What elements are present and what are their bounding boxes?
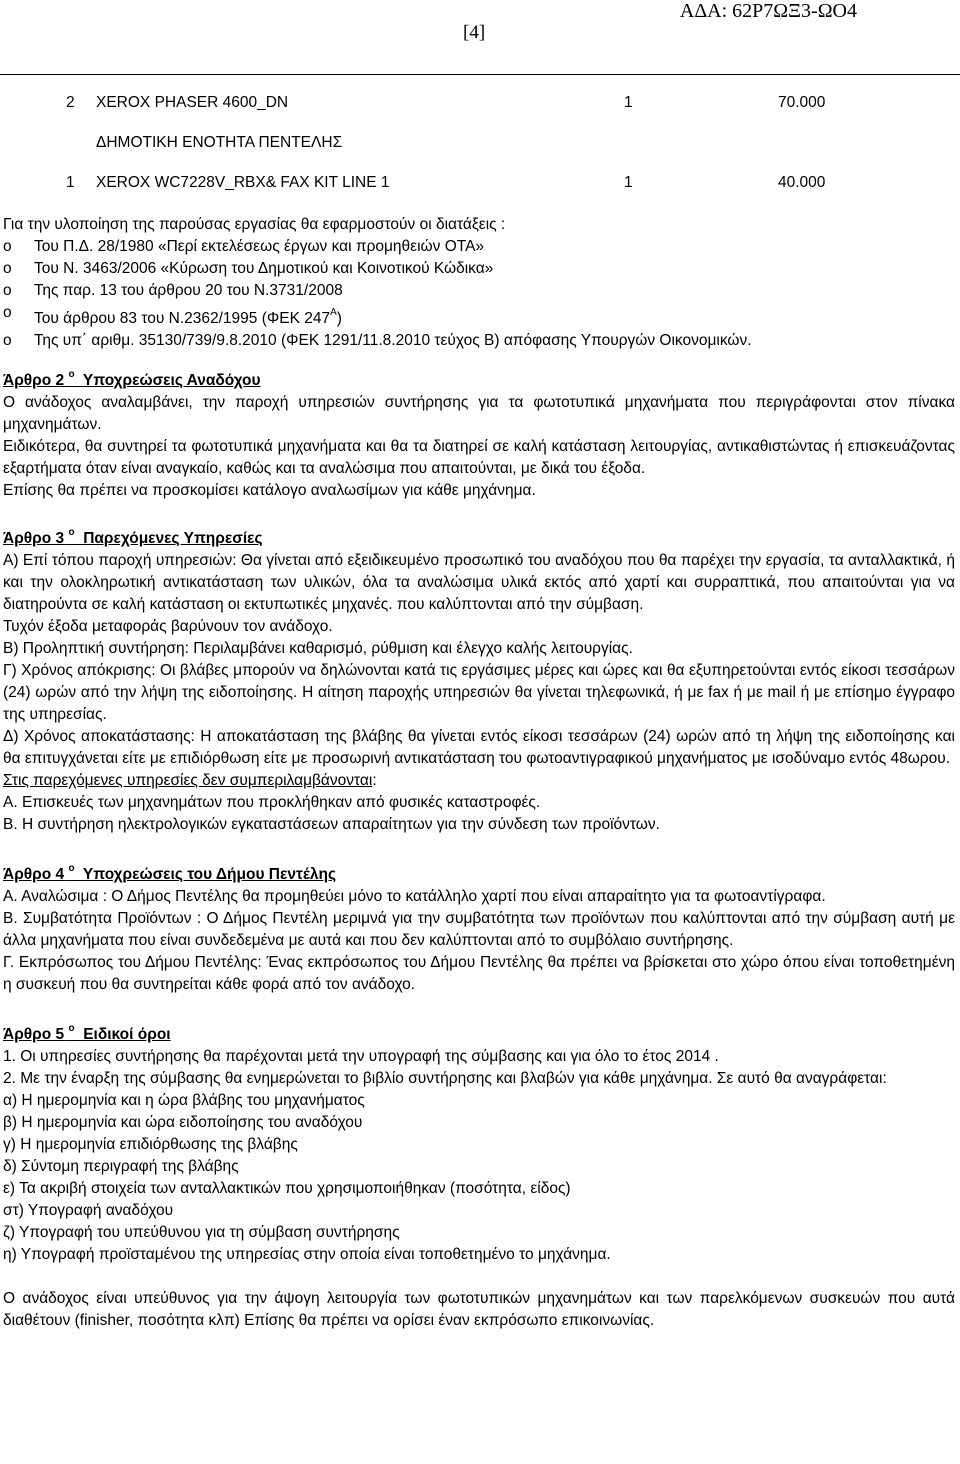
article-ordinal: ο: [68, 369, 75, 380]
exclusions-heading-text: Στις παρεχόμενες υπηρεσίες δεν συμπεριλαμβάνονται: [3, 772, 373, 789]
list-item: [3, 258, 955, 280]
paragraph: Β. Η συντήρηση ηλεκτρολογικών εγκαταστάσεων απαραίτητων για την σύνδεση των προϊόντων.: [3, 816, 660, 833]
paragraph: Β) Προληπτική συντήρηση: Περιλαμβάνει καθαρισμό, ρύθμιση και έλεγχο καλής λειτουργίας.: [3, 640, 633, 657]
article-4-title: [3, 858, 955, 886]
paragraph: Ειδικότερα, θα συντηρεί τα φωτοτυπικά μηχανήματα και θα τα διατηρεί σε καλή κατάσταση λειτουργίας, αντικαθιστώντας ή επισκευάζοντας εξαρτήματα όταν είναι αναγκαίο, καθώς και τα αναλώσιμα που απαιτούνται, με δικά του έξοδα.: [3, 438, 955, 477]
list-item: γ) Η ημερομηνία επιδιόρθωσης της βλάβης: [3, 1136, 298, 1153]
paragraph: Γ. Εκπρόσωπος του Δήμου Πεντέλης: Ένας εκπρόσωπος του Δήμου Πεντέλης θα πρέπει να βρίσκεται στο χώρο όπου είναι τοποθετημένη η συσκευή που θα συντηρείται κάθε φορά από τον ανάδοχο.: [3, 954, 955, 993]
article-heading: Παρεχόμενες Υπηρεσίες: [83, 530, 263, 547]
list-item: [3, 236, 955, 258]
paragraph: Ο ανάδοχος αναλαμβάνει, την παροχή υπηρεσιών συντήρησης για τα φωτοτυπικά μηχανήματα που περιγράφονται στον πίνακα μηχανημάτων.: [3, 394, 955, 433]
equipment-table: [0, 94, 960, 214]
provisions-list: [3, 236, 955, 352]
list-item: η) Υπογραφή προϊσταμένου της υπηρεσίας στην οποία είναι τοποθετημένο το μηχάνημα.: [3, 1246, 611, 1263]
equipment-name: XEROX WC7228V_RBX& FAX KIT LINE 1: [96, 174, 390, 191]
article-2: [3, 364, 955, 502]
article-ordinal: ο: [68, 527, 75, 538]
equipment-name: XEROX PHASER 4600_DN: [96, 94, 289, 111]
article-heading: Ειδικοί όροι: [83, 1026, 171, 1043]
bullet-icon: o: [3, 238, 12, 255]
provision-tail: ): [336, 310, 342, 327]
provision-text: Της παρ. 13 του άρθρου 20 του Ν.3731/2008: [34, 282, 343, 299]
article-ordinal: ο: [68, 863, 75, 874]
provision-superscript: Α: [330, 307, 337, 318]
table-row: [0, 174, 960, 214]
provisions-intro: Για την υλοποίηση της παρούσας εργασίας θα εφαρμοστούν οι διατάξεις :: [3, 216, 506, 233]
list-item: [3, 330, 955, 352]
list-item: ε) Τα ακριβή στοιχεία των ανταλλακτικών που χρησιμοποιήθηκαν (ποσότητα, είδος): [3, 1180, 571, 1197]
bullet-icon: o: [3, 260, 12, 277]
closing-paragraph: [3, 1288, 955, 1332]
provision-text: Του Ν. 3463/2006 «Κύρωση του Δημοτικού και Κοινοτικού Κώδικα»: [34, 260, 494, 277]
list-item: α) Η ημερομηνία και η ώρα βλάβης του μηχανήματος: [3, 1092, 365, 1109]
article-4: [3, 858, 955, 996]
unit-heading: ΔΗΜΟΤΙΚΗ ΕΝΟΤΗΤΑ ΠΕΝΤΕΛΗΣ: [96, 134, 343, 151]
article-prefix: Άρθρο 5: [3, 1026, 65, 1043]
list-item: δ) Σύντομη περιγραφή της βλάβης: [3, 1158, 239, 1175]
exclusions-colon: :: [372, 772, 377, 789]
article-heading: Υποχρεώσεις του Δήμου Πεντέλης: [82, 866, 337, 883]
exclusions-heading: [3, 770, 955, 792]
bullet-icon: o: [3, 282, 12, 299]
header-divider: [0, 74, 960, 75]
equipment-price: 70.000: [778, 94, 826, 111]
paragraph: Α) Επί τόπου παροχή υπηρεσιών: Θα γίνεται από εξειδικευμένο προσωπικό του αναδόχου που θα παρέχει την εργασία, τα ανταλλακτικά, ή και την ολοκληρωτική αντικατάσταση των υλικών, όλα τα αναλώσιμα υλικά εκτός από χαρτί και συρραπτικά, που απαιτούνται για να διατηρούντα σε καλή κατάσταση οι εκτυπωτικές μηχανές. που καλύπτονται από την σύμβαση.: [3, 552, 955, 613]
ada-code: ΑΔΑ: 62Ρ7ΩΞ3-ΩΟ4: [679, 0, 857, 22]
paragraph: Β. Συμβατότητα Προϊόντων : Ο Δήμος Πεντέλη μεριμνά για την συμβατότητα των προϊόντων που καλύπτονται από την σύμβαση αυτή με άλλα μηχανήματα που είναι συνδεδεμένα με αυτά και που δεν καλύπτονται από το συμβόλαιο συντήρησης.: [3, 910, 955, 949]
paragraph: Γ) Χρόνος απόκρισης: Οι βλάβες μπορούν να δηλώνονται κατά τις εργάσιμες μέρες και ώρες και θα εξυπηρετούνται εντός είκοσι τεσσάρων (24) ωρών από την λήψη της ειδοποίησης. Η αίτηση παροχής υπηρεσιών θα γίνεται τηλεφωνικά, ή με fax ή με mail ή με επίσημο έγγραφο της υπηρεσίας.: [3, 662, 955, 723]
article-heading: Υποχρεώσεις Αναδόχου: [82, 372, 261, 389]
equipment-price: 40.000: [778, 174, 826, 191]
paragraph: 2. Με την έναρξη της σύμβασης θα ενημερώνεται το βιβλίο συντήρησης και βλαβών για κάθε μηχάνημα. Σε αυτό θα αναγράφεται:: [3, 1070, 887, 1087]
table-row: [0, 94, 960, 134]
article-prefix: Άρθρο 3: [3, 530, 65, 547]
paragraph: Ο ανάδοχος είναι υπεύθυνος για την άψογη λειτουργία των φωτοτυπικών μηχανημάτων και των παρελκόμενων συσκευών που αυτά διαθέτουν (finisher, ποσότητα κλπ) Επίσης θα πρέπει να ορίσει έναν εκπρόσωπο επικοινωνίας.: [3, 1290, 955, 1329]
list-item: [3, 302, 955, 330]
equipment-index: 2: [66, 94, 75, 111]
page-number: [4]: [463, 22, 486, 43]
unit-heading-row: [0, 134, 960, 174]
equipment-quantity: 1: [624, 94, 633, 111]
list-item: β) Η ημερομηνία και ώρα ειδοποίησης του αναδόχου: [3, 1114, 363, 1131]
article-prefix: Άρθρο 4: [3, 866, 65, 883]
bullet-icon: o: [3, 304, 12, 321]
article-2-title: [3, 364, 955, 392]
paragraph: Τυχόν έξοδα μεταφοράς βαρύνουν τον ανάδοχο.: [3, 618, 333, 635]
provision-text: Της υπ΄ αριθμ. 35130/739/9.8.2010 (ΦΕΚ 1291/11.8.2010 τεύχος Β) απόφασης Υπουργών Οικονομικών.: [34, 332, 752, 349]
list-item: στ) Υπογραφή αναδόχου: [3, 1202, 174, 1219]
article-prefix: Άρθρο 2: [3, 372, 65, 389]
bullet-icon: o: [3, 332, 12, 349]
provision-text: Του άρθρου 83 του Ν.2362/1995 (ΦΕΚ 247: [34, 310, 331, 327]
document-body: [3, 214, 955, 1332]
equipment-index: 1: [66, 174, 75, 191]
equipment-quantity: 1: [624, 174, 633, 191]
paragraph: 1. Οι υπηρεσίες συντήρησης θα παρέχονται μετά την υπογραφή της σύμβασης και για όλο το έτος 2014 .: [3, 1048, 719, 1065]
article-ordinal: ο: [68, 1023, 75, 1034]
paragraph: Α. Αναλώσιμα : Ο Δήμος Πεντέλης θα προμηθεύει μόνο το κατάλληλο χαρτί που είναι απαραίτητο για τα φωτοαντίγραφα.: [3, 888, 826, 905]
article-3: [3, 522, 955, 836]
provision-text: Του Π.Δ. 28/1980 «Περί εκτελέσεως έργων και προμηθειών ΟΤΑ»: [34, 238, 485, 255]
paragraph: Δ) Χρόνος αποκατάστασης: Η αποκατάσταση της βλάβης θα γίνεται εντός είκοσι τεσσάρων (24) ωρών από τη λήψη της ειδοποίησης και θα επιτυγχάνεται είτε με επιδιόρθωση είτε με προσωρινή αντικατάσταση του φωτοαντιγραφικού μηχανήματος με ισοδύναμο εντός 48ωρου.: [3, 728, 955, 767]
list-item: [3, 280, 955, 302]
list-item: ζ) Υπογραφή του υπεύθυνου για τη σύμβαση συντήρησης: [3, 1224, 400, 1241]
article-5: [3, 1018, 955, 1266]
paragraph: Α. Επισκευές των μηχανημάτων που προκλήθηκαν από φυσικές καταστροφές.: [3, 794, 541, 811]
article-3-title: [3, 522, 955, 550]
article-5-title: [3, 1018, 955, 1046]
paragraph: Επίσης θα πρέπει να προσκομίσει κατάλογο αναλωσίμων για κάθε μηχάνημα.: [3, 482, 536, 499]
